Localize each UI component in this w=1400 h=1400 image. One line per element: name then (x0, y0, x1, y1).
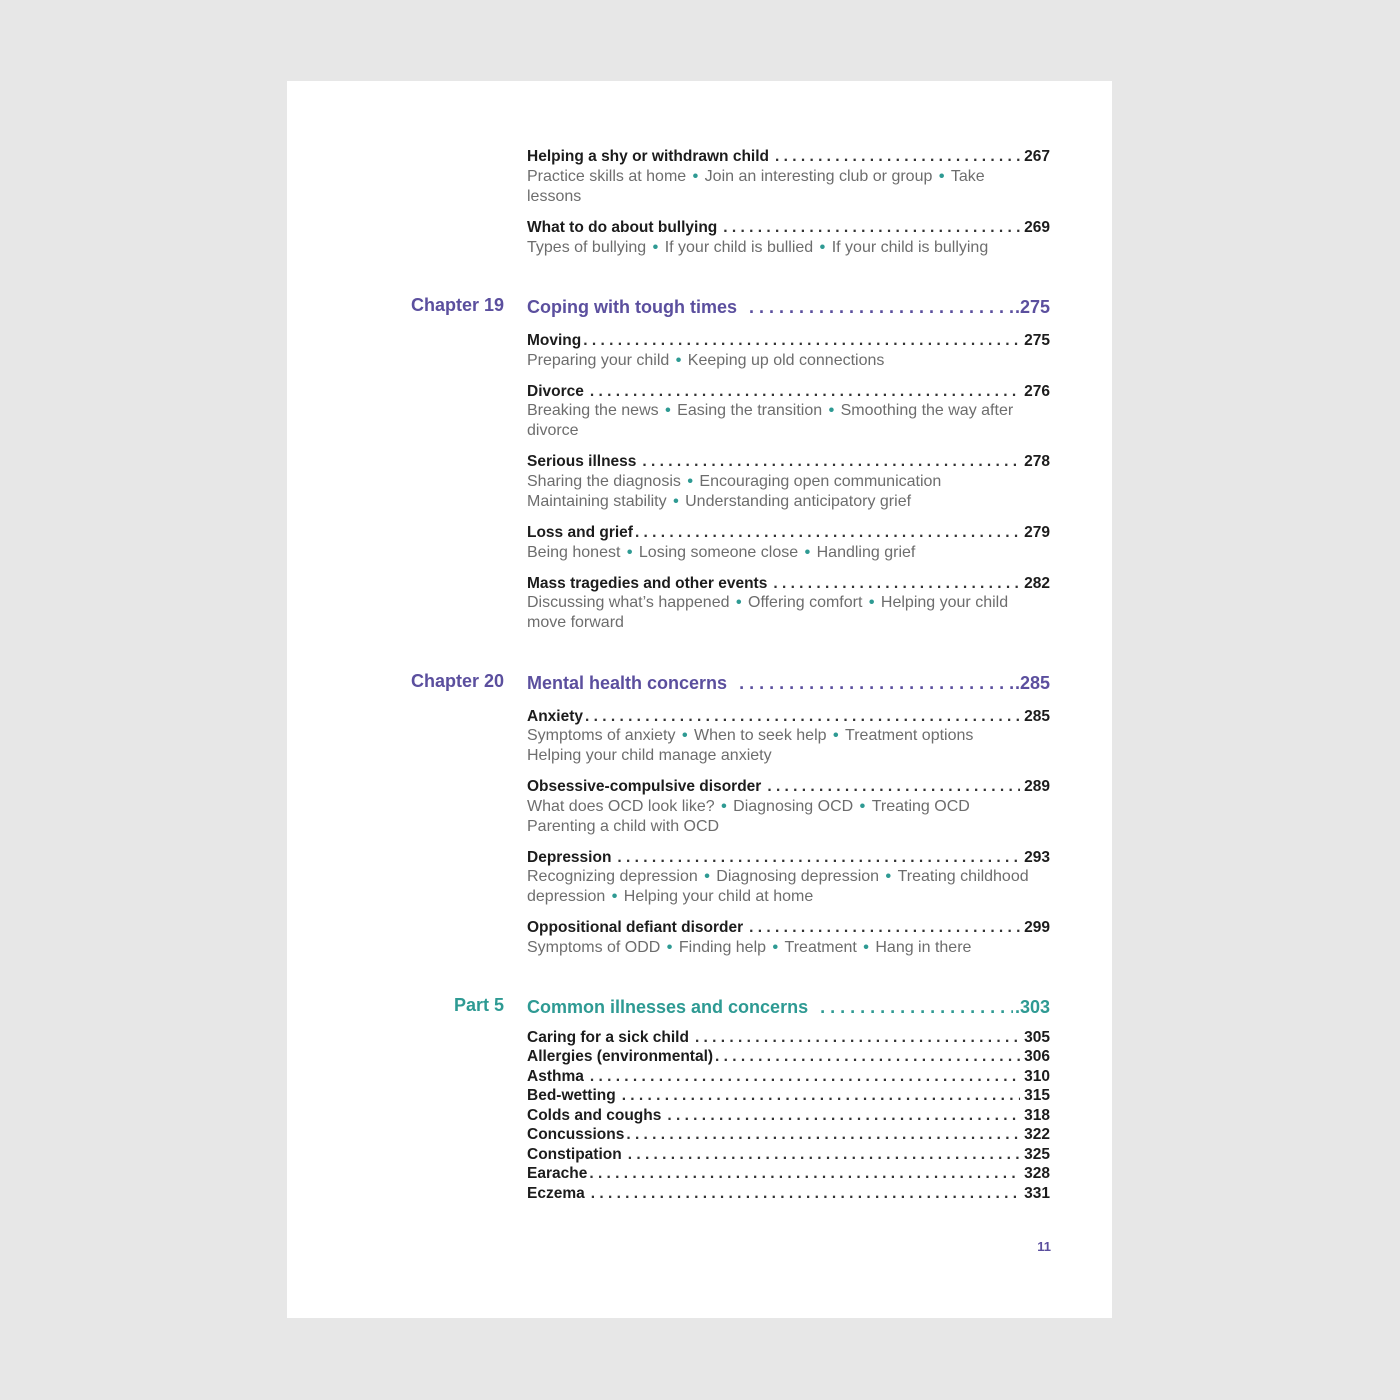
entry-subtopics (527, 938, 1050, 958)
entry-page: 331 (1024, 1185, 1050, 1202)
entry-title: Oppositional defiant disorder (527, 919, 744, 936)
entry-title: Divorce (527, 383, 584, 400)
toc-entry (527, 382, 1050, 402)
toc-entry (527, 574, 1050, 594)
subtopic-line: Symptoms of anxiety • When to seek help • Treatment options (527, 727, 974, 744)
entry-title: Loss and grief (527, 524, 633, 541)
subtopic-line: Symptoms of ODD • Finding help • Treatment • Hang in there (527, 939, 972, 956)
toc-entry (527, 777, 1050, 797)
leader-dots (635, 523, 1020, 543)
entry-title: Depression (527, 849, 612, 866)
entry-page: 269 (1024, 219, 1050, 236)
leader-dots (749, 295, 1013, 319)
entry-subtopics (527, 726, 1050, 765)
leader-dots (590, 382, 1020, 402)
toc-entry (527, 918, 1050, 938)
toc-entry (527, 707, 1050, 727)
entry-page: 293 (1024, 849, 1050, 866)
leader-dots (775, 147, 1020, 167)
toc-entry (527, 147, 1050, 167)
part-page: .303 (1014, 997, 1050, 1017)
leader-dots (591, 1184, 1020, 1204)
subtopic-line: Being honest • Losing someone close • Handling grief (527, 544, 916, 561)
subtopic-line: Discussing what’s happened • Offering comfort • Helping your child (527, 594, 1009, 611)
entry-page: 322 (1024, 1126, 1050, 1143)
entry-title: Earache (527, 1165, 588, 1182)
leader-dots (622, 1086, 1020, 1106)
subtopic-line: Breaking the news • Easing the transition • Smoothing the way after (527, 402, 1014, 419)
leader-dots (628, 1145, 1020, 1165)
entry-title: Colds and coughs (527, 1107, 662, 1124)
entry-page: 275 (1024, 332, 1050, 349)
subtopic-line: Recognizing depression • Diagnosing depression • Treating childhood (527, 868, 1029, 885)
leader-dots (749, 918, 1020, 938)
subtopic-line: Practice skills at home • Join an interesting club or group • Take (527, 168, 985, 185)
entry-title: Concussions (527, 1126, 625, 1143)
entry-title: Bed-wetting (527, 1087, 616, 1104)
chapter-title: Mental health concerns (527, 673, 728, 693)
chapter-label: Chapter 20 (410, 671, 504, 691)
entry-page: 325 (1024, 1146, 1050, 1163)
subtopic-line: Types of bullying • If your child is bullied • If your child is bullying (527, 239, 989, 256)
leader-dots (642, 452, 1020, 472)
entry-subtopics (527, 401, 1050, 440)
entry-title: Asthma (527, 1068, 584, 1085)
entry-page: 318 (1024, 1107, 1050, 1124)
toc-entry (527, 1047, 1050, 1067)
entry-title: Obsessive-compulsive disorder (527, 778, 762, 795)
subtopic-line: Sharing the diagnosis • Encouraging open communication (527, 473, 942, 490)
entry-page: 279 (1024, 524, 1050, 541)
subtopic-line: Preparing your child • Keeping up old connections (527, 352, 885, 369)
book-page (287, 81, 1112, 1318)
leader-dots (590, 1067, 1020, 1087)
part-title: Common illnesses and concerns (527, 997, 809, 1017)
subtopic-line: Parenting a child with OCD (527, 817, 720, 835)
leader-dots (820, 995, 1013, 1019)
entry-page: 289 (1024, 778, 1050, 795)
entry-page: 278 (1024, 453, 1050, 470)
toc-entry (527, 848, 1050, 868)
toc-entry (527, 1164, 1050, 1184)
toc-entry (527, 1067, 1050, 1087)
entry-page: 285 (1024, 708, 1050, 725)
leader-dots (583, 331, 1020, 351)
entry-page: 276 (1024, 383, 1050, 400)
toc-entry (527, 523, 1050, 543)
toc-entry (527, 1125, 1050, 1145)
chapter-heading (527, 671, 1050, 695)
entry-title: What to do about bullying (527, 219, 718, 236)
entry-page: 306 (1024, 1048, 1050, 1065)
leader-dots (626, 1125, 1020, 1145)
toc-entry (527, 331, 1050, 351)
leader-dots (617, 848, 1020, 868)
subtopic-line: lessons (527, 187, 582, 205)
subtopic-line: What does OCD look like? • Diagnosing OCD • Treating OCD (527, 798, 970, 815)
leader-dots (585, 707, 1020, 727)
entry-page: 267 (1024, 148, 1050, 165)
subtopic-line: Helping your child manage anxiety (527, 746, 772, 764)
chapter-heading (527, 295, 1050, 319)
leader-dots (723, 218, 1020, 238)
entry-page: 328 (1024, 1165, 1050, 1182)
entry-subtopics (527, 167, 1050, 206)
entry-title: Eczema (527, 1185, 585, 1202)
entry-page: 282 (1024, 575, 1050, 592)
entry-page: 305 (1024, 1029, 1050, 1046)
leader-dots (715, 1047, 1020, 1067)
entry-subtopics (527, 351, 1050, 371)
entry-title: Anxiety (527, 708, 583, 725)
toc-entry (527, 218, 1050, 238)
entry-title: Moving (527, 332, 582, 349)
toc-entry (527, 452, 1050, 472)
toc-entry (527, 1106, 1050, 1126)
entry-subtopics (527, 472, 1050, 511)
page-number: 11 (1037, 1239, 1051, 1254)
leader-dots (589, 1164, 1020, 1184)
leader-dots (773, 574, 1020, 594)
entry-title: Helping a shy or withdrawn child (527, 148, 769, 165)
part-label: Part 5 (453, 995, 504, 1015)
toc-entry (527, 1184, 1050, 1204)
subtopic-line: divorce (527, 421, 579, 439)
chapter-label: Chapter 19 (410, 295, 504, 315)
leader-dots (667, 1106, 1020, 1126)
subtopic-line: Maintaining stability • Understanding anticipatory grief (527, 492, 912, 510)
entry-page: 310 (1024, 1068, 1050, 1085)
chapter-page: .275 (1014, 297, 1050, 317)
entry-title: Mass tragedies and other events (527, 575, 768, 592)
subtopic-line: depression • Helping your child at home (527, 887, 814, 905)
entry-title: Allergies (environmental) (527, 1048, 714, 1065)
toc-entry (527, 1028, 1050, 1048)
toc-entry (527, 1145, 1050, 1165)
entry-title: Caring for a sick child (527, 1029, 689, 1046)
entry-title: Serious illness (527, 453, 637, 470)
entry-subtopics (527, 238, 1050, 258)
leader-dots (695, 1028, 1020, 1048)
entry-title: Constipation (527, 1146, 622, 1163)
leader-dots (767, 777, 1020, 797)
entry-subtopics (527, 867, 1050, 906)
entry-subtopics (527, 797, 1050, 836)
toc-entry (527, 1086, 1050, 1106)
leader-dots (739, 671, 1013, 695)
entry-subtopics (527, 593, 1050, 632)
chapter-page: .285 (1014, 673, 1050, 693)
chapter-title: Coping with tough times (527, 297, 737, 317)
entry-subtopics (527, 543, 1050, 563)
entry-page: 299 (1024, 919, 1050, 936)
entry-page: 315 (1024, 1087, 1050, 1104)
part-heading (527, 995, 1050, 1019)
subtopic-line: move forward (527, 613, 624, 631)
